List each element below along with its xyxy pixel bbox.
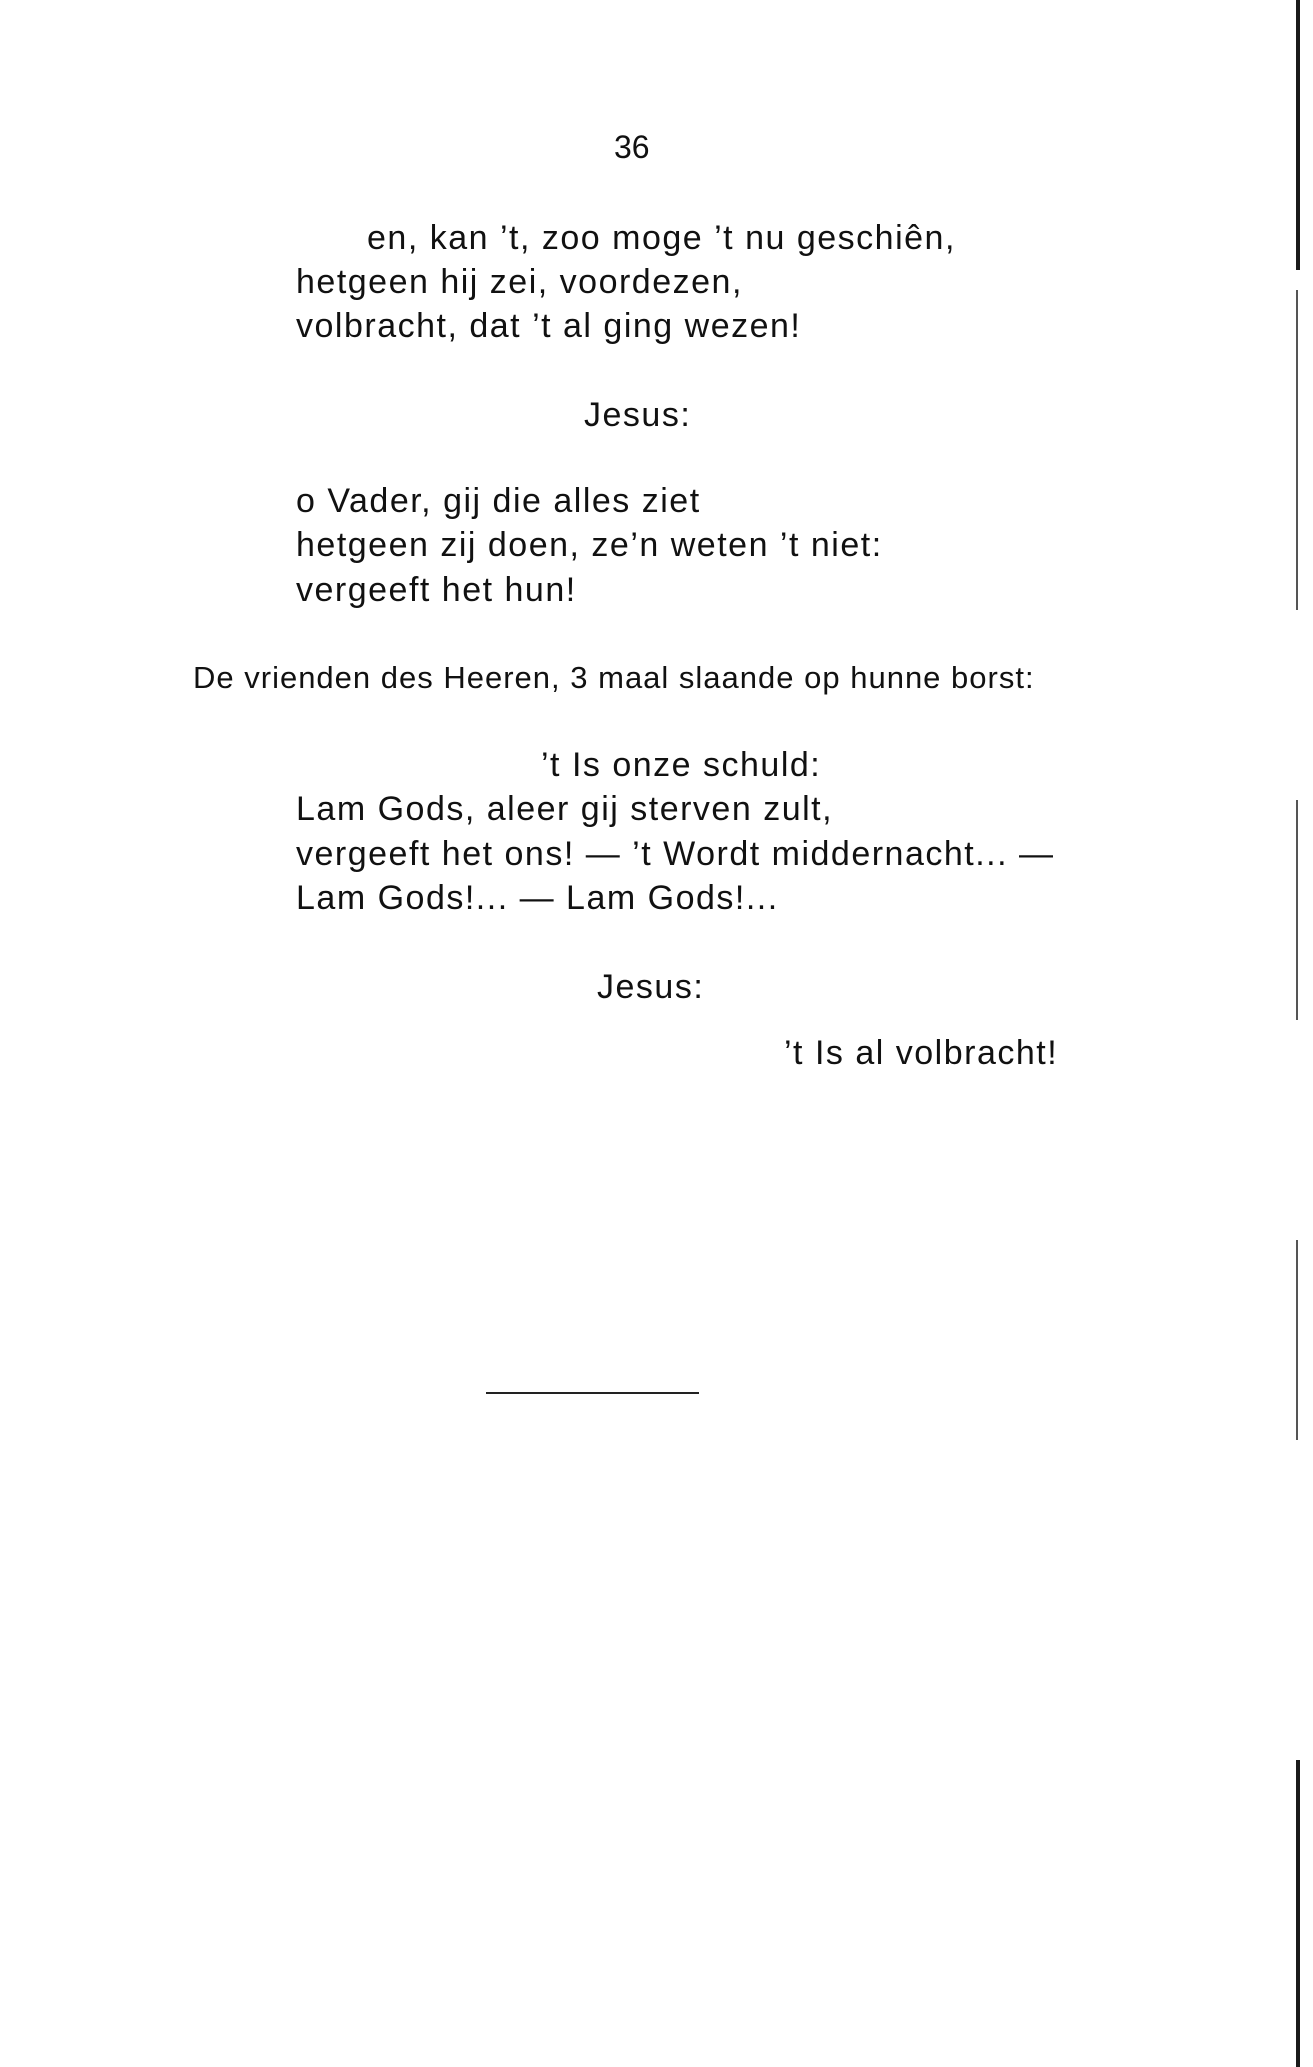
- verse-line: o Vader, gij die alles ziet: [296, 482, 701, 520]
- verse-line: Lam Gods, aleer gij sterven zult,: [296, 790, 834, 828]
- page-edge-shadow: [1296, 1760, 1300, 2067]
- verse-line: vergeeft het ons! — ’t Wordt middernacht... —: [296, 835, 1055, 873]
- verse-line: hetgeen zij doen, ze’n weten ’t niet:: [296, 526, 883, 564]
- verse-line: vergeeft het hun!: [296, 571, 577, 609]
- speaker-label: Jesus:: [597, 968, 705, 1006]
- page-edge-shadow: [1296, 290, 1298, 610]
- verse-line: ’t Is onze schuld:: [541, 746, 822, 784]
- page-edge-shadow: [1296, 800, 1298, 1020]
- page-edge-shadow: [1296, 0, 1300, 270]
- verse-line: volbracht, dat ’t al ging wezen!: [296, 307, 802, 345]
- verse-line: ’t Is al volbracht!: [784, 1034, 1059, 1072]
- verse-line: Lam Gods!... — Lam Gods!...: [296, 879, 779, 917]
- verse-line: en, kan ’t, zoo moge ’t nu geschiên,: [367, 219, 956, 257]
- verse-line: hetgeen hij zei, voordezen,: [296, 263, 743, 301]
- page-number: 36: [614, 129, 650, 165]
- stage-direction: De vrienden des Heeren, 3 maal slaande op hunne borst:: [193, 660, 1035, 695]
- end-rule: [486, 1392, 699, 1394]
- page-edge-shadow: [1296, 1240, 1298, 1440]
- speaker-label: Jesus:: [584, 396, 692, 434]
